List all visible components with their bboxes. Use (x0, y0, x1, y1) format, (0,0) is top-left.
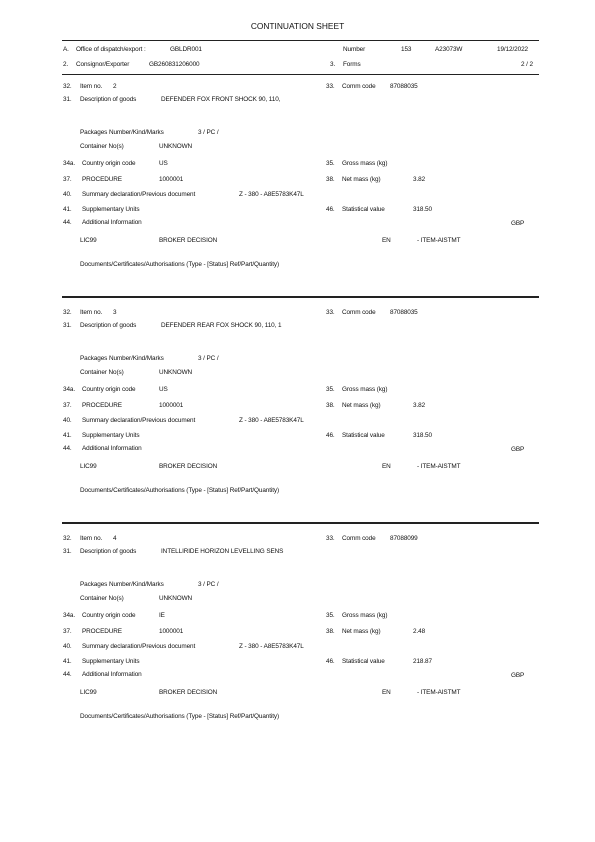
supplementary-number: 41. (63, 658, 72, 665)
comm-code-number: 33. (326, 83, 335, 90)
additional-info-number: 44. (63, 671, 72, 678)
summary-number: 40. (63, 191, 72, 198)
item-no-value: 2 (113, 83, 117, 90)
procedure-number: 37. (63, 402, 72, 409)
licence-text: BROKER DECISION (159, 689, 218, 696)
procedure-label: PROCEDURE (82, 176, 122, 183)
container-label: Container No(s) (80, 595, 124, 602)
office-dispatch-label: Office of dispatch/export : (76, 46, 146, 53)
goods-item-block (0, 535, 595, 735)
supplementary-label: Supplementary Units (82, 658, 140, 665)
description-value: INTELLIRIDE HORIZON LEVELLING SENS (161, 548, 284, 555)
summary-label: Summary declaration/Previous document (82, 643, 196, 650)
origin-value: IE (159, 612, 165, 619)
summary-number: 40. (63, 643, 72, 650)
origin-number: 34a. (63, 612, 76, 619)
description-number: 31. (63, 548, 72, 555)
packages-label: Packages Number/Kind/Marks (80, 355, 164, 362)
number-value: 153 (401, 46, 412, 53)
summary-number: 40. (63, 417, 72, 424)
summary-value: Z - 380 - A8E5783K47L (239, 643, 304, 650)
item-no-label: Item no. (80, 535, 103, 542)
origin-number: 34a. (63, 386, 76, 393)
documents-label: Documents/Certificates/Authorisations (Type - [Status] Ref/Part/Quantity) (80, 261, 280, 268)
net-mass-label: Net mass (kg) (342, 176, 381, 183)
description-value: DEFENDER REAR FOX SHOCK 90, 110, 1 (161, 322, 282, 329)
description-value: DEFENDER FOX FRONT SHOCK 90, 110, (161, 96, 281, 103)
origin-label: Country origin code (82, 386, 136, 393)
description-label: Description of goods (80, 548, 137, 555)
additional-info-label: Additional Information (82, 219, 142, 226)
supplementary-number: 41. (63, 206, 72, 213)
statistical-label: Statistical value (342, 432, 385, 439)
statistical-label: Statistical value (342, 206, 385, 213)
net-mass-value: 2.48 (413, 628, 426, 635)
comm-code-value: 87088035 (390, 83, 418, 90)
licence-language: EN (382, 463, 391, 470)
item-number-code: 32. (63, 535, 72, 542)
currency-code: GBP (511, 446, 525, 453)
net-mass-value: 3.82 (413, 176, 426, 183)
description-label: Description of goods (80, 96, 137, 103)
supplementary-label: Supplementary Units (82, 432, 140, 439)
comm-code-label: Comm code (342, 83, 376, 90)
net-mass-number: 38. (326, 628, 335, 635)
additional-info-label: Additional Information (82, 445, 142, 452)
item-separator (62, 522, 539, 524)
office-dispatch-value: GBLDR001 (170, 46, 202, 53)
goods-item-block (0, 309, 595, 509)
item-number-code: 32. (63, 83, 72, 90)
item-separator (62, 296, 539, 298)
statistical-value: 318.50 (413, 206, 432, 213)
currency-code: GBP (511, 220, 525, 227)
container-label: Container No(s) (80, 369, 124, 376)
packages-value: 3 / PC / (198, 129, 219, 136)
supplementary-label: Supplementary Units (82, 206, 140, 213)
origin-value: US (159, 160, 168, 167)
item-no-value: 3 (113, 309, 117, 316)
reference-value: A23073W (435, 46, 463, 53)
procedure-number: 37. (63, 176, 72, 183)
documents-label: Documents/Certificates/Authorisations (Type - [Status] Ref/Part/Quantity) (80, 713, 280, 720)
consignor-label: Consignor/Exporter (76, 61, 130, 68)
licence-item: - ITEM-AISTMT (417, 463, 461, 470)
licence-item: - ITEM-AISTMT (417, 237, 461, 244)
procedure-value: 1000001 (159, 176, 184, 183)
item-no-value: 4 (113, 535, 117, 542)
number-label: Number (343, 46, 366, 53)
statistical-value: 318.50 (413, 432, 432, 439)
packages-value: 3 / PC / (198, 355, 219, 362)
forms-value: 2 / 2 (521, 61, 533, 68)
licence-code: LIC99 (80, 237, 97, 244)
comm-code-value: 87088099 (390, 535, 418, 542)
container-value: UNKNOWN (159, 369, 193, 376)
item-number-code: 32. (63, 309, 72, 316)
comm-code-value: 87088035 (390, 309, 418, 316)
description-label: Description of goods (80, 322, 137, 329)
row-a-number: A. (63, 46, 69, 53)
additional-info-number: 44. (63, 445, 72, 452)
licence-item: - ITEM-AISTMT (417, 689, 461, 696)
description-number: 31. (63, 96, 72, 103)
statistical-value: 218.87 (413, 658, 432, 665)
packages-label: Packages Number/Kind/Marks (80, 129, 164, 136)
net-mass-number: 38. (326, 402, 335, 409)
licence-language: EN (382, 237, 391, 244)
net-mass-label: Net mass (kg) (342, 628, 381, 635)
supplementary-number: 41. (63, 432, 72, 439)
origin-label: Country origin code (82, 612, 136, 619)
comm-code-label: Comm code (342, 309, 376, 316)
item-no-label: Item no. (80, 309, 103, 316)
row-2-number: 2. (63, 61, 69, 68)
header-top-rule (62, 40, 539, 41)
currency-code: GBP (511, 672, 525, 679)
comm-code-number: 33. (326, 309, 335, 316)
procedure-value: 1000001 (159, 628, 184, 635)
gross-mass-number: 35. (326, 386, 335, 393)
origin-number: 34a. (63, 160, 76, 167)
procedure-value: 1000001 (159, 402, 184, 409)
gross-mass-label: Gross mass (kg) (342, 612, 388, 619)
summary-value: Z - 380 - A8E5783K47L (239, 417, 304, 424)
forms-number: 3. (330, 61, 336, 68)
licence-language: EN (382, 689, 391, 696)
comm-code-number: 33. (326, 535, 335, 542)
additional-info-number: 44. (63, 219, 72, 226)
container-value: UNKNOWN (159, 143, 193, 150)
item-no-label: Item no. (80, 83, 103, 90)
consignor-value: GB260831206000 (149, 61, 200, 68)
packages-label: Packages Number/Kind/Marks (80, 581, 164, 588)
gross-mass-label: Gross mass (kg) (342, 160, 388, 167)
forms-label: Forms (343, 61, 361, 68)
statistical-number: 46. (326, 206, 335, 213)
procedure-label: PROCEDURE (82, 628, 122, 635)
summary-value: Z - 380 - A8E5783K47L (239, 191, 304, 198)
licence-code: LIC99 (80, 689, 97, 696)
container-value: UNKNOWN (159, 595, 193, 602)
gross-mass-number: 35. (326, 612, 335, 619)
goods-item-block (0, 83, 595, 283)
container-label: Container No(s) (80, 143, 124, 150)
header-bottom-rule (62, 74, 539, 75)
net-mass-number: 38. (326, 176, 335, 183)
licence-code: LIC99 (80, 463, 97, 470)
date-value: 19/12/2022 (497, 46, 528, 53)
gross-mass-label: Gross mass (kg) (342, 386, 388, 393)
page-title: CONTINUATION SHEET (250, 21, 345, 31)
additional-info-label: Additional Information (82, 671, 142, 678)
origin-value: US (159, 386, 168, 393)
documents-label: Documents/Certificates/Authorisations (Type - [Status] Ref/Part/Quantity) (80, 487, 280, 494)
comm-code-label: Comm code (342, 535, 376, 542)
statistical-number: 46. (326, 432, 335, 439)
net-mass-value: 3.82 (413, 402, 426, 409)
procedure-number: 37. (63, 628, 72, 635)
licence-text: BROKER DECISION (159, 237, 218, 244)
summary-label: Summary declaration/Previous document (82, 417, 196, 424)
statistical-label: Statistical value (342, 658, 385, 665)
net-mass-label: Net mass (kg) (342, 402, 381, 409)
licence-text: BROKER DECISION (159, 463, 218, 470)
summary-label: Summary declaration/Previous document (82, 191, 196, 198)
description-number: 31. (63, 322, 72, 329)
origin-label: Country origin code (82, 160, 136, 167)
statistical-number: 46. (326, 658, 335, 665)
packages-value: 3 / PC / (198, 581, 219, 588)
procedure-label: PROCEDURE (82, 402, 122, 409)
gross-mass-number: 35. (326, 160, 335, 167)
